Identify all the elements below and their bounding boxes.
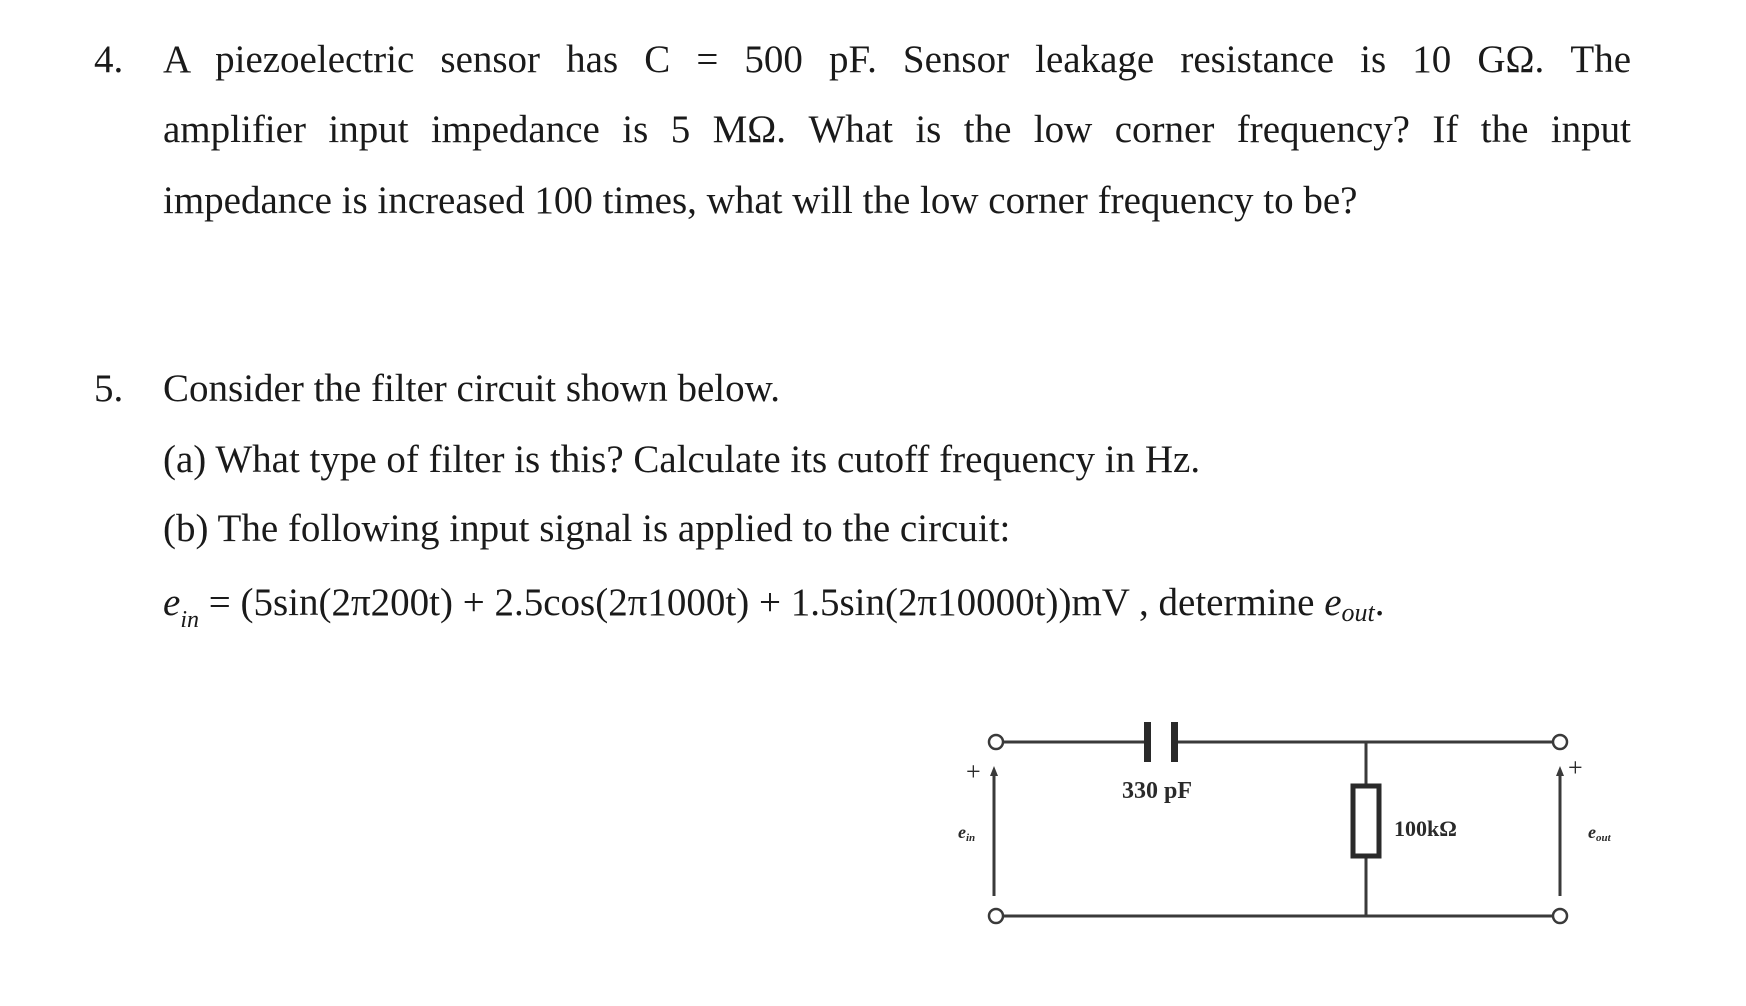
- end-punctuation: .: [1374, 581, 1385, 624]
- input-terminal-top: [989, 735, 1003, 749]
- problem-4-line-3: impedance is increased 100 times, what will the low corner frequency to be?: [163, 179, 1358, 222]
- output-variable-subscript: out: [1341, 598, 1375, 627]
- equation-rhs: = (5sin(2π200t) + 2.5cos(2π1000t) + 1.5sin(2π10000t))mV: [208, 581, 1130, 624]
- capacitor-plate-left: [1144, 722, 1151, 762]
- problem-5-number: 5.: [94, 367, 124, 410]
- equation-tail: , determine: [1129, 581, 1325, 624]
- input-plus-sign: +: [966, 757, 981, 786]
- problem-5-part-a: (a) What type of filter is this? Calculate its cutoff frequency in Hz.: [163, 438, 1201, 481]
- equation-lhs-subscript: in: [180, 607, 199, 633]
- circuit-output-label: eout: [1588, 822, 1611, 844]
- problem-4-number: 4.: [94, 38, 124, 81]
- equation-lhs: e: [163, 581, 181, 624]
- problem-4-line-2: amplifier input impedance is 5 MΩ. What is the low corner frequency? If the input: [163, 108, 1631, 151]
- resistor-body: [1353, 786, 1379, 856]
- output-terminal-top: [1553, 735, 1567, 749]
- input-terminal-bottom: [989, 909, 1003, 923]
- resistor-label: 100kΩ: [1394, 816, 1457, 841]
- problem-4-line-1: A piezoelectric sensor has C = 500 pF. Sensor leakage resistance is 10 GΩ. The: [163, 38, 1631, 81]
- circuit-input-label: ein: [958, 822, 976, 844]
- problem-5-part-b: (b) The following input signal is applied to the circuit:: [163, 507, 1011, 550]
- output-variable: e: [1324, 581, 1342, 624]
- input-arrow-head: [990, 766, 998, 776]
- capacitor-plate-right: [1171, 722, 1178, 762]
- capacitor-label: 330 pF: [1122, 778, 1193, 804]
- output-terminal-bottom: [1553, 909, 1567, 923]
- output-arrow-head: [1556, 766, 1564, 776]
- problem-5-intro: Consider the filter circuit shown below.: [163, 367, 780, 410]
- output-plus-sign: +: [1568, 753, 1583, 782]
